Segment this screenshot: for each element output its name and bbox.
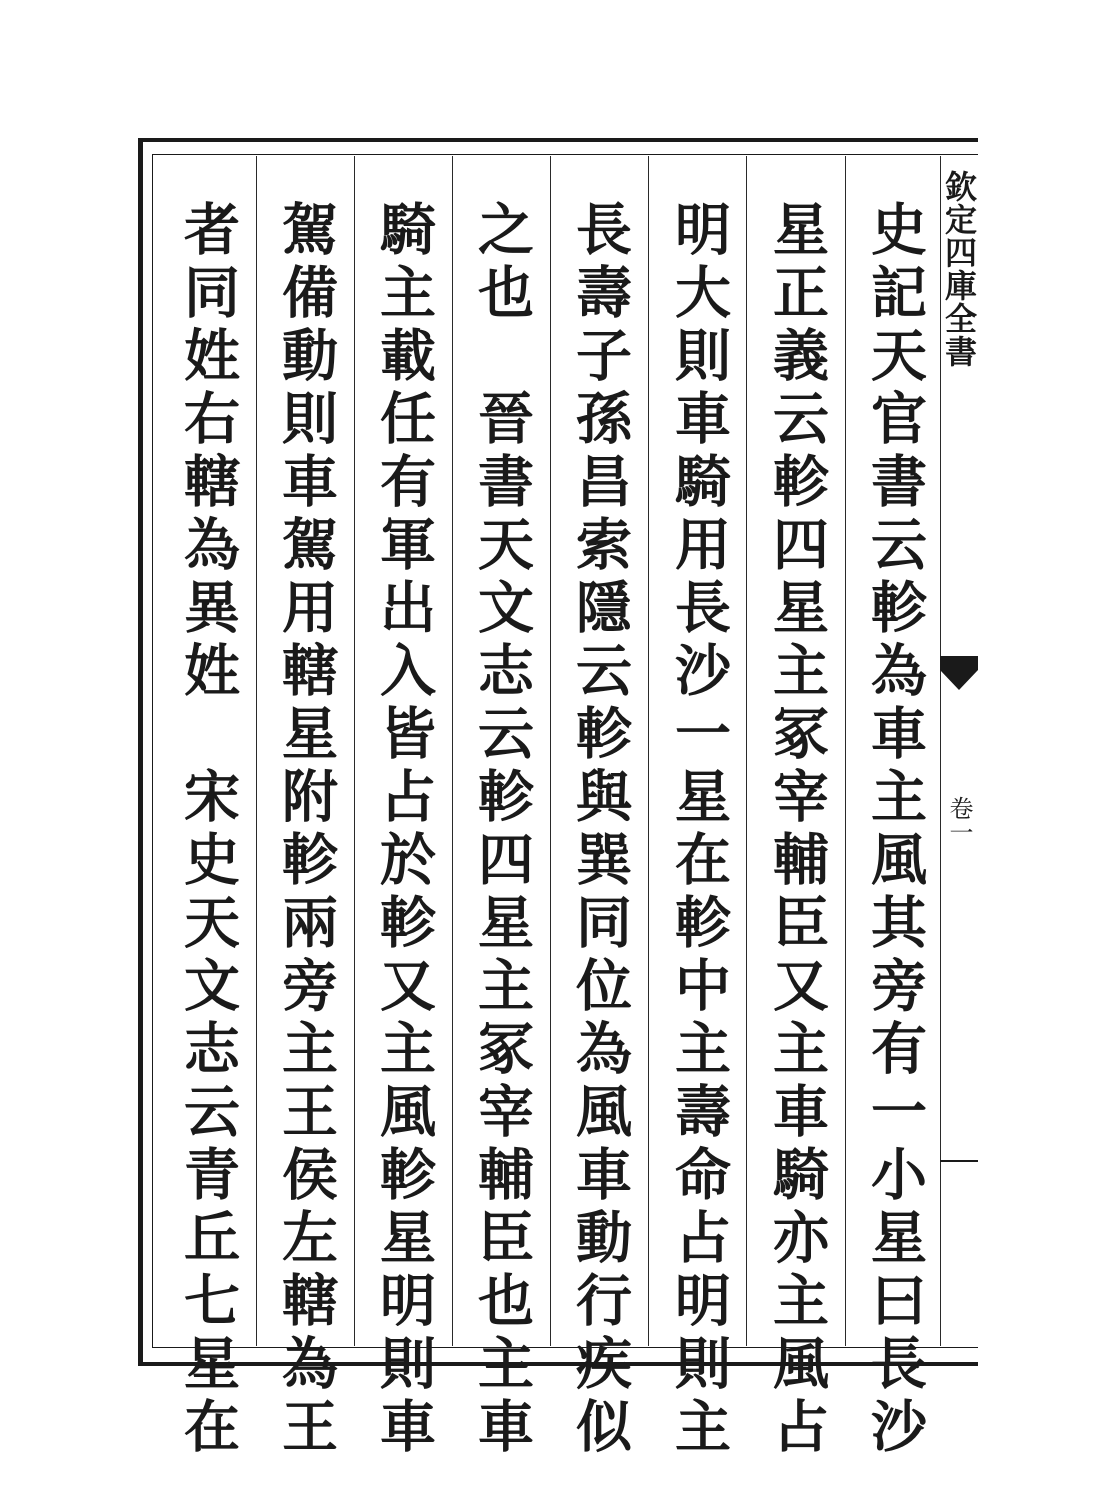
column-text: 明大則車騎用長沙一星在軫中主壽命占明則主 [666,200,732,1460]
volume-label: 卷一 [945,796,973,844]
text-column-8 [163,200,253,1460]
column-text: 者同姓右轄為異姓 宋史天文志云青丘七星在 [175,200,241,1460]
column-text: 騎主載任有軍出入皆占於軫又主風軫星明則車 [371,200,437,1460]
text-column-3 [654,200,744,1460]
text-column-7 [261,200,351,1460]
column-text: 長壽子孫昌索隱云軫與巽同位為風車動行疾似 [567,200,633,1460]
text-column-4 [555,200,645,1460]
text-column-1 [850,200,940,1460]
column-text: 史記天官書云軫為車主風其旁有一小星曰長沙 [862,200,928,1460]
text-column-6 [359,200,449,1460]
text-column-2 [752,200,842,1460]
column-rule [845,156,846,1346]
strip-divider [940,1160,978,1162]
column-rule [550,156,551,1346]
book-title: 欽定四庫全書 [940,170,978,368]
column-rule [648,156,649,1346]
column-rule [354,156,355,1346]
column-rule [452,156,453,1346]
column-rule [256,156,257,1346]
text-column-5 [457,200,547,1460]
block-center-strip [940,156,978,1346]
column-text: 駕備動則車駕用轄星附軫兩旁主王侯左轄為王 [273,200,339,1460]
fishtail-mark [940,656,978,692]
column-text: 星正義云軫四星主冢宰輔臣又主車騎亦主風占 [764,200,830,1460]
column-text: 之也 晉書天文志云軫四星主冢宰輔臣也主車 [469,200,535,1460]
column-rule [746,156,747,1346]
